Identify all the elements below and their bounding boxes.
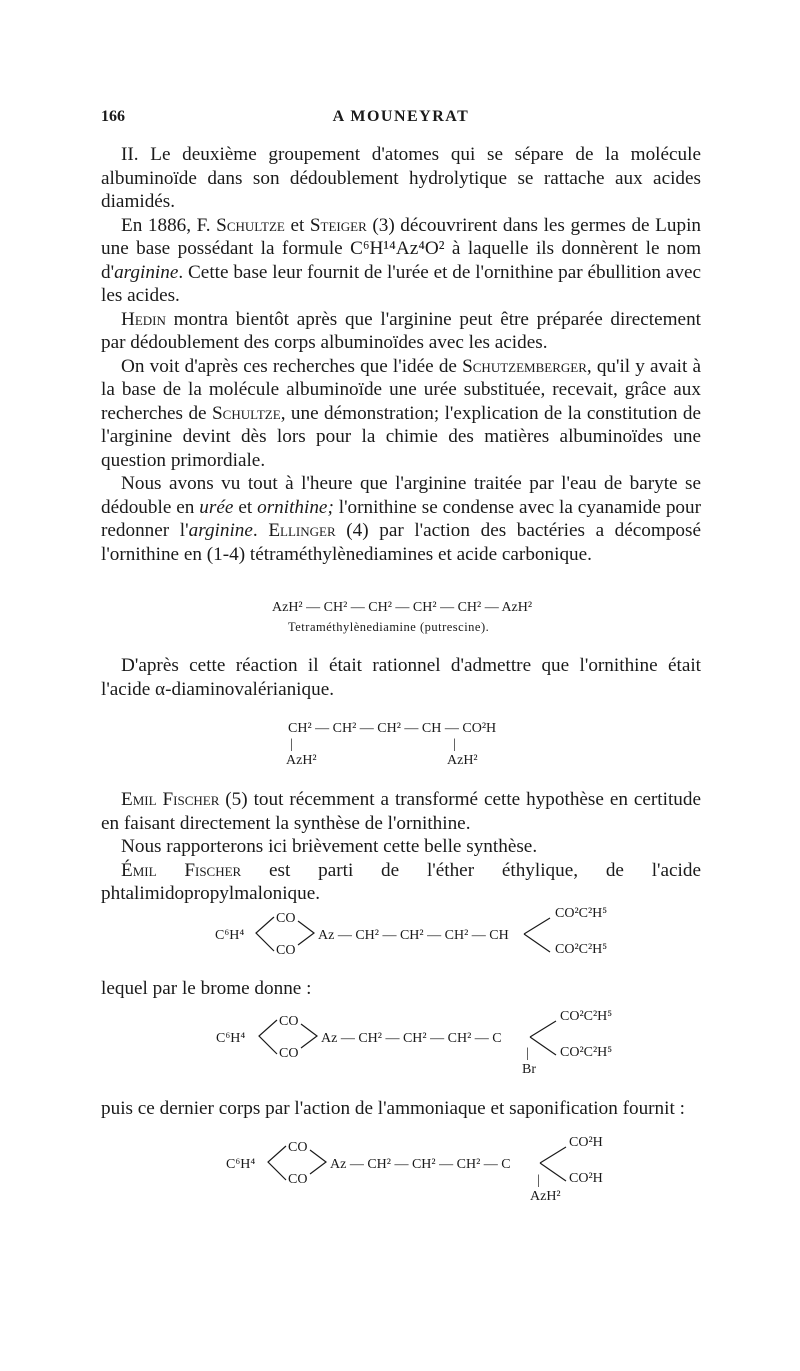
author-name: Schultze <box>216 214 285 236</box>
formula-caption: Tetraméthylènediamine (putrescine). <box>288 620 490 634</box>
ring-bracket-icon <box>257 1018 322 1064</box>
paragraph-3: Hedin montra bientôt après que l'arginine peut être préparée directement par dédoublement des corps albuminoïdes avec les acides. <box>101 308 701 353</box>
paragraph-2: En 1886, F. Schultze et Steiger (3) découvrirent dans les germes de Lupin une base possédant la formule C⁶H¹⁴Az⁴O² à laquelle ils donnèrent le nom d'arginine. Cette base leur fournit de l'urée et de l'ornithine par ébullition avec les acides. <box>101 214 701 306</box>
formula-substituent: AzH² <box>286 753 317 768</box>
author-name: Émil Fischer <box>121 859 242 881</box>
paragraph-5: Nous avons vu tout à l'heure que l'arginine traitée par l'eau de baryte se dédouble en urée et ornithine; l'ornithine se condense avec la cyanamide pour redonner l'arginine. Ellinger (4) par l'action des bactéries a décomposé l'ornithine en (1-4) tétraméthylènediamines et acide carbonique. <box>101 473 701 565</box>
paragraph-6: D'après cette réaction il était rationnel d'admettre que l'ornithine était l'acide α-diaminovalérianique. <box>101 655 701 700</box>
author-name: Schutzemberger <box>462 355 587 377</box>
author-name: Steiger <box>309 214 367 236</box>
text-block-2 <box>101 654 701 701</box>
author-name: Ellinger <box>268 520 336 541</box>
emphasis: ornithine; <box>257 496 334 518</box>
page-header <box>101 108 701 130</box>
paragraph-10: lequel par le brome donne : <box>101 978 312 999</box>
text-block-3 <box>101 788 701 906</box>
branch-lines-icon <box>528 1017 564 1059</box>
author-name: Hedin <box>121 308 166 330</box>
formula-ornithine-chain: CH² — CH² — CH² — CH — CO²H <box>288 721 497 736</box>
paragraph-11: puis ce dernier corps par l'action de l'ammoniaque et saponification fournit : <box>101 1098 685 1119</box>
ring-bracket-icon <box>254 915 319 961</box>
page-number: 166 <box>101 108 125 125</box>
formula-substituent: AzH² <box>447 753 478 768</box>
paragraph-8: Nous rapporterons ici brièvement cette belle synthèse. <box>121 836 538 857</box>
paragraph-4: On voit d'après ces recherches que l'idée de Schutzemberger, qu'il y avait à la base de la molécule albuminoïde une urée substituée, recevait, grâce aux recherches de Schultze, une démonstration; l'explication de la constitution de l'arginine devint dès lors pour la chimie des matières albuminoïdes une question primordiale. <box>101 355 701 471</box>
text-block-1 <box>101 143 701 566</box>
formula-putrescine: AzH² — CH² — CH² — CH² — CH² — AzH² <box>272 600 533 615</box>
emphasis: arginine <box>114 261 179 283</box>
paragraph-7: Emil Fischer (5) tout récemment a transformé cette hypothèse en certitude en faisant directement la synthèse de l'ornithine. <box>101 789 701 834</box>
running-title: A MOUNEYRAT <box>332 108 470 125</box>
author-name: Schultze <box>211 402 281 424</box>
text-block-4 <box>101 977 701 1001</box>
emphasis: urée <box>199 496 234 518</box>
branch-lines-icon <box>522 914 558 956</box>
book-page: 166 A MOUNEYRAT II. Le deuxième groupement d'atomes qui se sépare de la molécule albuminoïde dans son dédoublement hydrolytique se rattache aux acides diamidés. En 1886, F. Schultze et Steiger (3) découvrirent dans les germes de Lupin une base possédant la formule C⁶H¹⁴Az⁴O² à laquelle ils donnèrent le nom d'arginine. Cette base leur fournit de l'urée et de l'ornithine par ébullition avec les acides. Hedin montra bientôt après que l'arginine peut être préparée directement par dédoublement des corps albuminoïdes avec les acides. On voit d'après ces recherches que l'idée de Schutzemberger, qu'il y avait à la base de la molécule albuminoïde une urée substituée, recevait, grâce aux recherches de Schultze, une démonstration; l'explication de la constitution de l'arginine devint dès lors pour la chimie des matières albuminoïdes une question primordiale. Nous avons vu tout à l'heure que l'arginine traitée par l'eau de baryte se dédouble en urée et ornithine; l'ornithine se condense avec la cyanamide pour redonner l'arginine. Ellinger (4) par l'action des bactéries a décomposé l'ornithine en (1-4) tétraméthylènediamines et acide carbonique. AzH² — CH² — CH² — CH² — CH² — AzH² Tetraméthylènediamine (putrescine). D'après cette réaction il était rationnel d'admettre que l'ornithine était l'acide α-diaminovalérianique. CH² — CH² — CH² — CH — CO²H | | AzH² AzH² Emil Fischer (5) tout récemment a transformé cette hypothèse en certitude en faisant directement la synthèse de l'ornithine. Nous rapporterons ici brièvement cette belle synthèse. Émil Fischer est parti de l'éther éthylique, de l'acide phtalimidopropylmalonique. C⁶H⁴ CO CO Az — CH² — CH² — CH² — CH CO²C²H⁵ CO²C²H⁵ lequel par le brome donne : C⁶H⁴ CO CO Az — CH² — CH² — CH² — C CO²C²H⁵ CO²C²H⁵ | Br puis ce dernier corps par l'action de l'ammoniaque et saponification fournit : C⁶H⁴ CO CO Az — CH² — CH² — CH² — C CO²H CO²H | AzH² <box>101 108 701 1204</box>
paragraph-1: II. Le deuxième groupement d'atomes qui se sépare de la molécule albuminoïde dans son dédoublement hydrolytique se rattache aux acides diamidés. <box>101 144 701 212</box>
text-block-5 <box>101 1097 701 1121</box>
paragraph-9: Émil Fischer est parti de l'éther éthylique, de l'acide phtalimidopropylmalonique. <box>101 859 701 904</box>
bond-line: | <box>453 737 456 752</box>
emphasis: arginine <box>188 520 253 541</box>
bond-line: | <box>290 737 293 752</box>
ring-bracket-icon <box>266 1144 331 1190</box>
author-name: Emil Fischer <box>121 789 220 810</box>
